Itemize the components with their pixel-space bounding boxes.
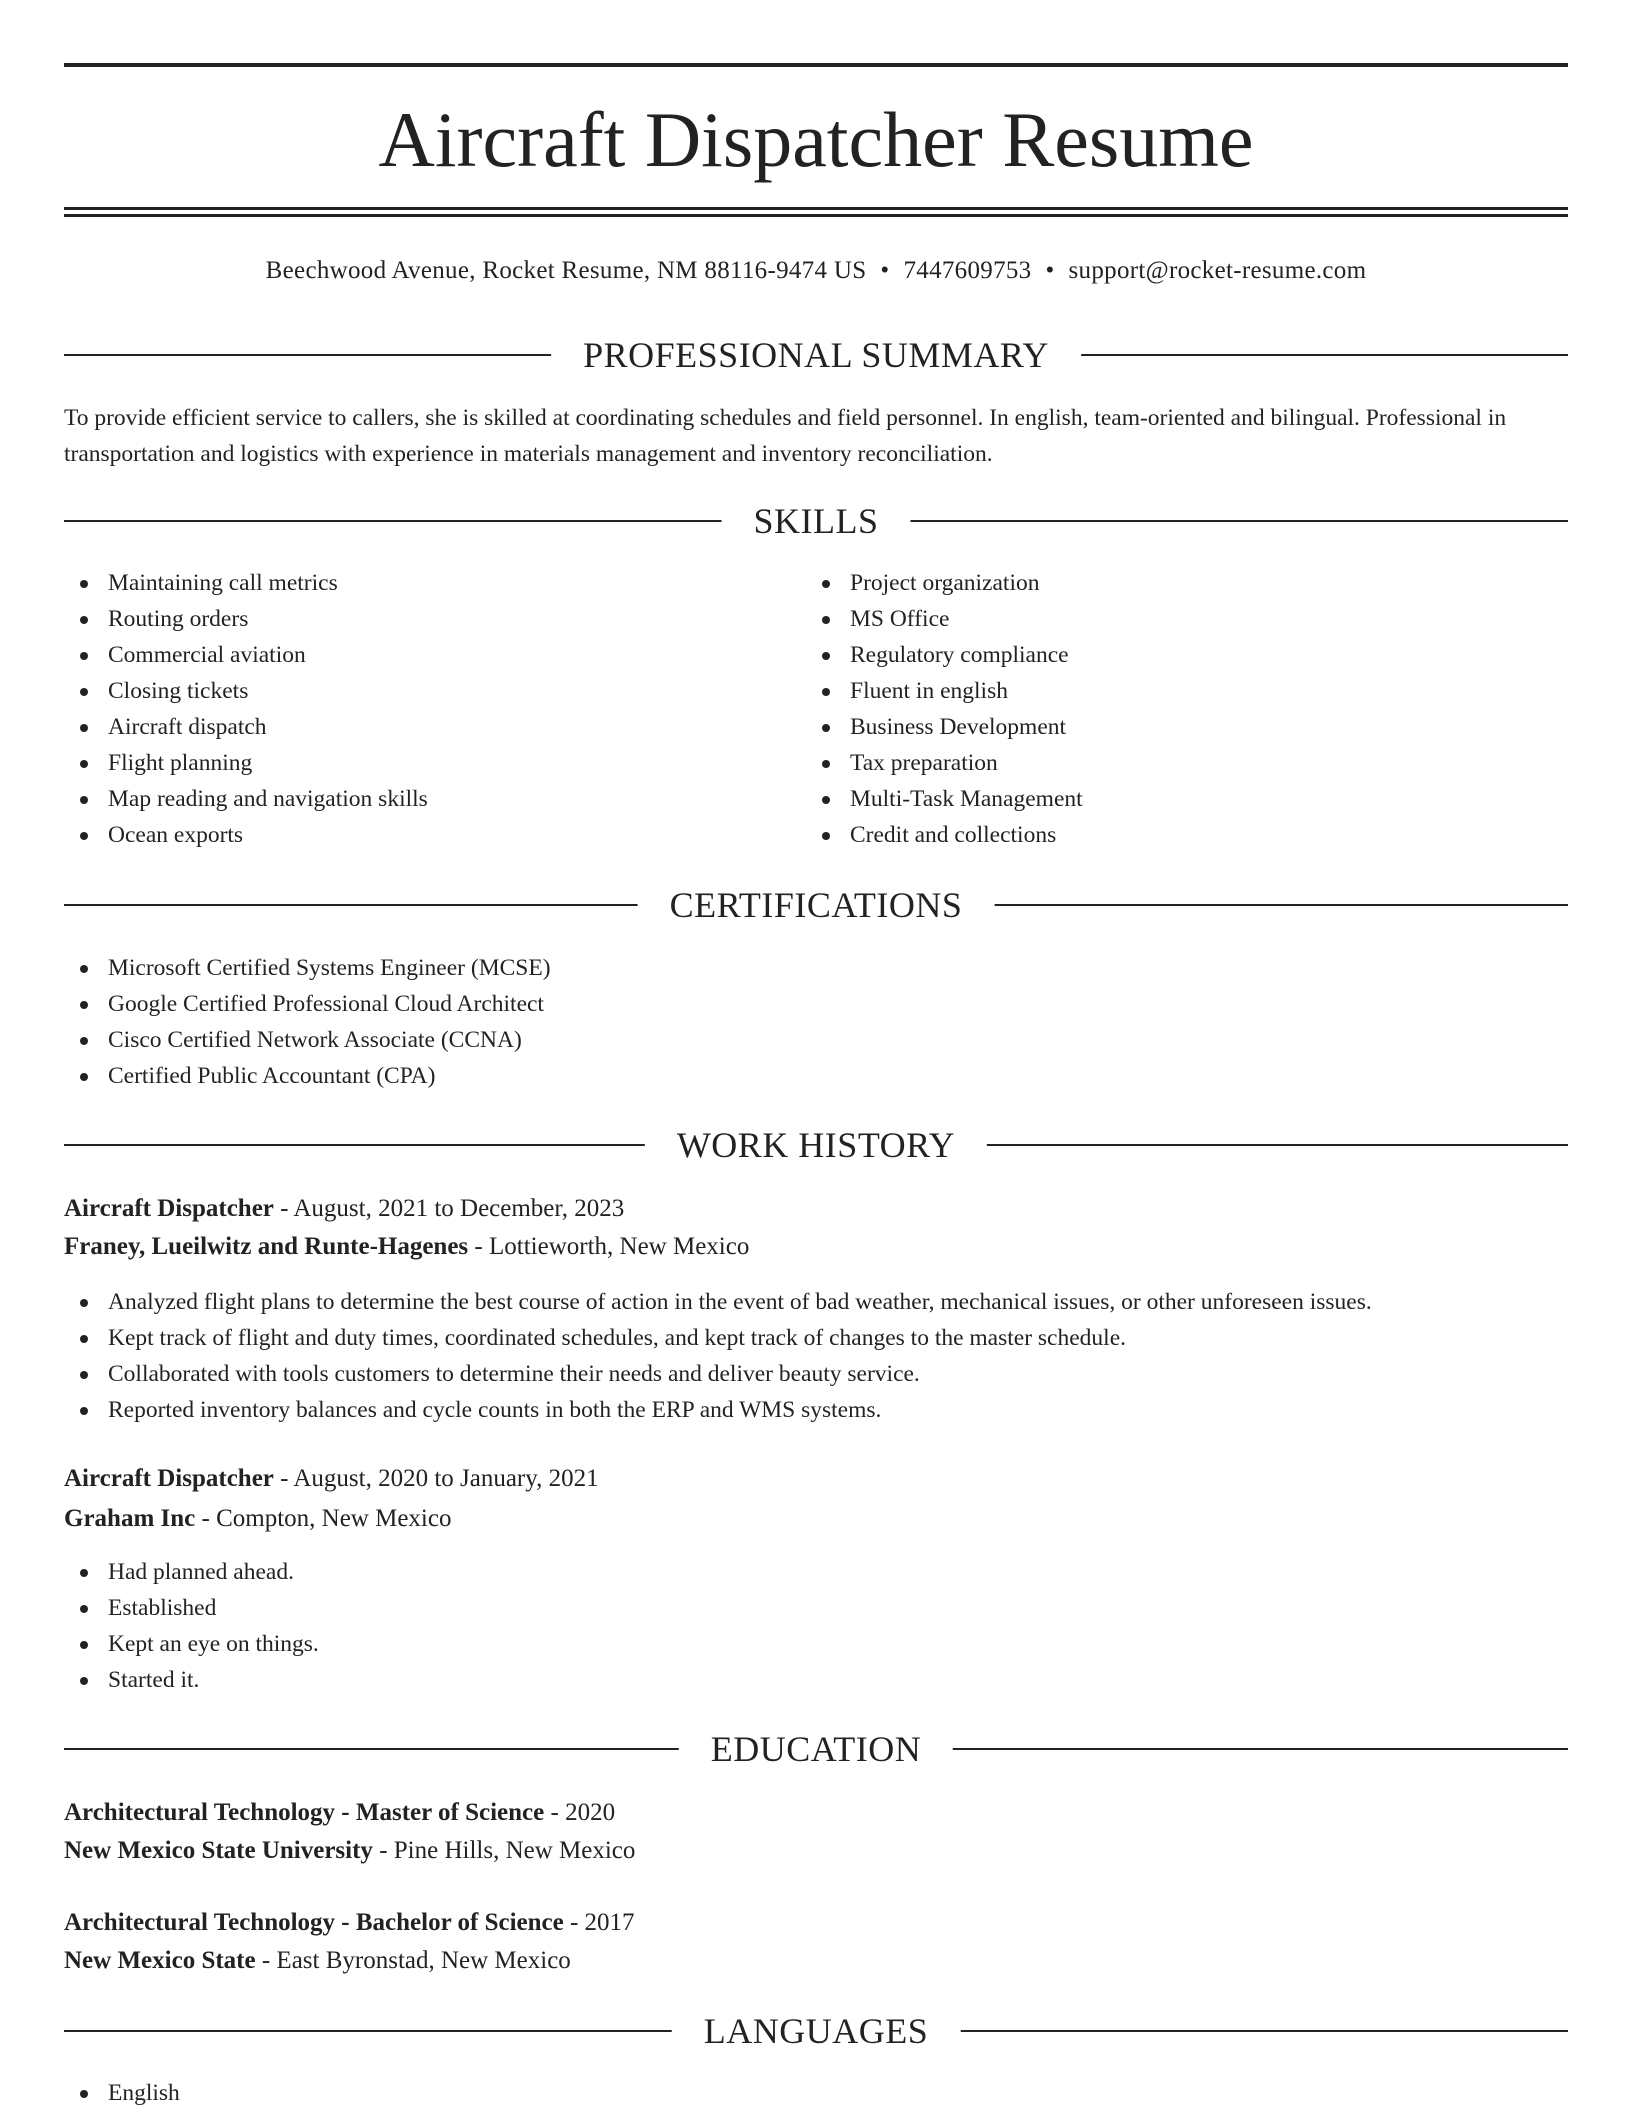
contact-separator: • — [880, 257, 890, 284]
contact-separator: • — [1045, 257, 1055, 284]
header-rule-top — [64, 63, 1568, 67]
languages-list — [64, 2075, 1568, 2111]
language-item: English — [64, 2075, 1568, 2111]
job-bullet: Kept track of flight and duty times, coordinated schedules, and kept track of changes to the master schedule. — [64, 1320, 1568, 1356]
section-title-skills: SKILLS — [721, 499, 910, 543]
skill-item: Multi-Task Management — [806, 781, 1546, 817]
education-school-line — [64, 1833, 635, 1869]
section-header-summary — [64, 333, 1568, 377]
skill-item: Aircraft dispatch — [64, 709, 804, 745]
page-title: Aircraft Dispatcher Resume — [378, 96, 1254, 183]
job-bullet: Started it. — [64, 1662, 1568, 1698]
contact-phone: 7447609753 — [903, 257, 1032, 284]
job-dates: - August, 2021 to December, 2023 — [273, 1195, 625, 1222]
job-company: Graham Inc — [64, 1505, 196, 1532]
job-bullets — [64, 1554, 1568, 1698]
contact-email[interactable]: support@rocket-resume.com — [1068, 257, 1367, 284]
skill-item: Routing orders — [64, 601, 804, 637]
education-location: - Pine Hills, New Mexico — [372, 1837, 636, 1864]
certification-item: Google Certified Professional Cloud Architect — [64, 986, 1568, 1022]
skill-item: Ocean exports — [64, 817, 804, 853]
job-title-line — [64, 1461, 599, 1497]
job-bullet: Collaborated with tools customers to determine their needs and deliver beauty service. — [64, 1356, 1568, 1392]
section-title-certifications: CERTIFICATIONS — [638, 883, 995, 927]
education-school: New Mexico State University — [64, 1837, 373, 1864]
section-title-languages: LANGUAGES — [672, 2009, 961, 2053]
certification-item: Microsoft Certified Systems Engineer (MCSE) — [64, 950, 1568, 986]
education-degree-line — [64, 1905, 635, 1941]
section-header-languages — [64, 2009, 1568, 2053]
education-year: - 2020 — [544, 1799, 616, 1826]
skill-item: Project organization — [806, 565, 1546, 601]
education-degree: Architectural Technology - Master of Science — [64, 1799, 545, 1826]
skill-item: Regulatory compliance — [806, 637, 1546, 673]
section-title-work-history: WORK HISTORY — [645, 1123, 987, 1167]
job-location: - Compton, New Mexico — [195, 1505, 452, 1532]
job-title: Aircraft Dispatcher — [64, 1465, 274, 1492]
job-bullet: Reported inventory balances and cycle counts in both the ERP and WMS systems. — [64, 1392, 1568, 1428]
education-year: - 2017 — [563, 1909, 635, 1936]
job-company: Franey, Lueilwitz and Runte-Hagenes — [64, 1233, 469, 1260]
skill-item: Business Development — [806, 709, 1546, 745]
summary-text: To provide efficient service to callers, she is skilled at coordinating schedules and field personnel. In english, team-oriented and bilingual. Professional in transportation and logistics with experience in materials management and inventory reconciliation. — [64, 405, 1507, 467]
skill-item: Commercial aviation — [64, 637, 804, 673]
job-location: - Lottieworth, New Mexico — [468, 1233, 750, 1260]
skill-item: Maintaining call metrics — [64, 565, 804, 601]
section-title-education: EDUCATION — [679, 1727, 953, 1771]
header-rule-double — [64, 207, 1568, 217]
skill-item: MS Office — [806, 601, 1546, 637]
certification-item: Cisco Certified Network Associate (CCNA) — [64, 1022, 1568, 1058]
contact-line — [64, 254, 1568, 288]
certification-item: Certified Public Accountant (CPA) — [64, 1058, 1568, 1094]
skill-item: Closing tickets — [64, 673, 804, 709]
job-bullet: Kept an eye on things. — [64, 1626, 1568, 1662]
skill-item: Tax preparation — [806, 745, 1546, 781]
job-bullet: Had planned ahead. — [64, 1554, 1568, 1590]
skill-item: Flight planning — [64, 745, 804, 781]
section-header-skills — [64, 499, 1568, 543]
job-title: Aircraft Dispatcher — [64, 1195, 274, 1222]
skill-item: Fluent in english — [806, 673, 1546, 709]
section-header-education — [64, 1727, 1568, 1771]
section-header-work-history — [64, 1123, 1568, 1167]
job-company-line — [64, 1501, 451, 1537]
job-company-line — [64, 1229, 749, 1265]
skill-item: Credit and collections — [806, 817, 1546, 853]
education-school: New Mexico State — [64, 1947, 256, 1974]
job-title-line — [64, 1191, 624, 1227]
section-header-certifications — [64, 883, 1568, 927]
skills-list-left — [64, 565, 804, 853]
education-degree: Architectural Technology - Bachelor of Science — [64, 1909, 564, 1936]
education-school-line — [64, 1943, 571, 1979]
education-degree-line — [64, 1795, 615, 1831]
job-dates: - August, 2020 to January, 2021 — [273, 1465, 599, 1492]
skills-list-right — [806, 565, 1546, 853]
job-bullet: Analyzed flight plans to determine the best course of action in the event of bad weather, mechanical issues, or other unforeseen issues. — [64, 1284, 1568, 1320]
education-location: - East Byronstad, New Mexico — [255, 1947, 571, 1974]
certifications-list — [64, 950, 1568, 1094]
job-bullets — [64, 1284, 1568, 1428]
section-title-summary: PROFESSIONAL SUMMARY — [551, 333, 1081, 377]
contact-address: Beechwood Avenue, Rocket Resume, NM 88116-9474 US — [265, 257, 867, 284]
job-bullet: Established — [64, 1590, 1568, 1626]
skill-item: Map reading and navigation skills — [64, 781, 804, 817]
